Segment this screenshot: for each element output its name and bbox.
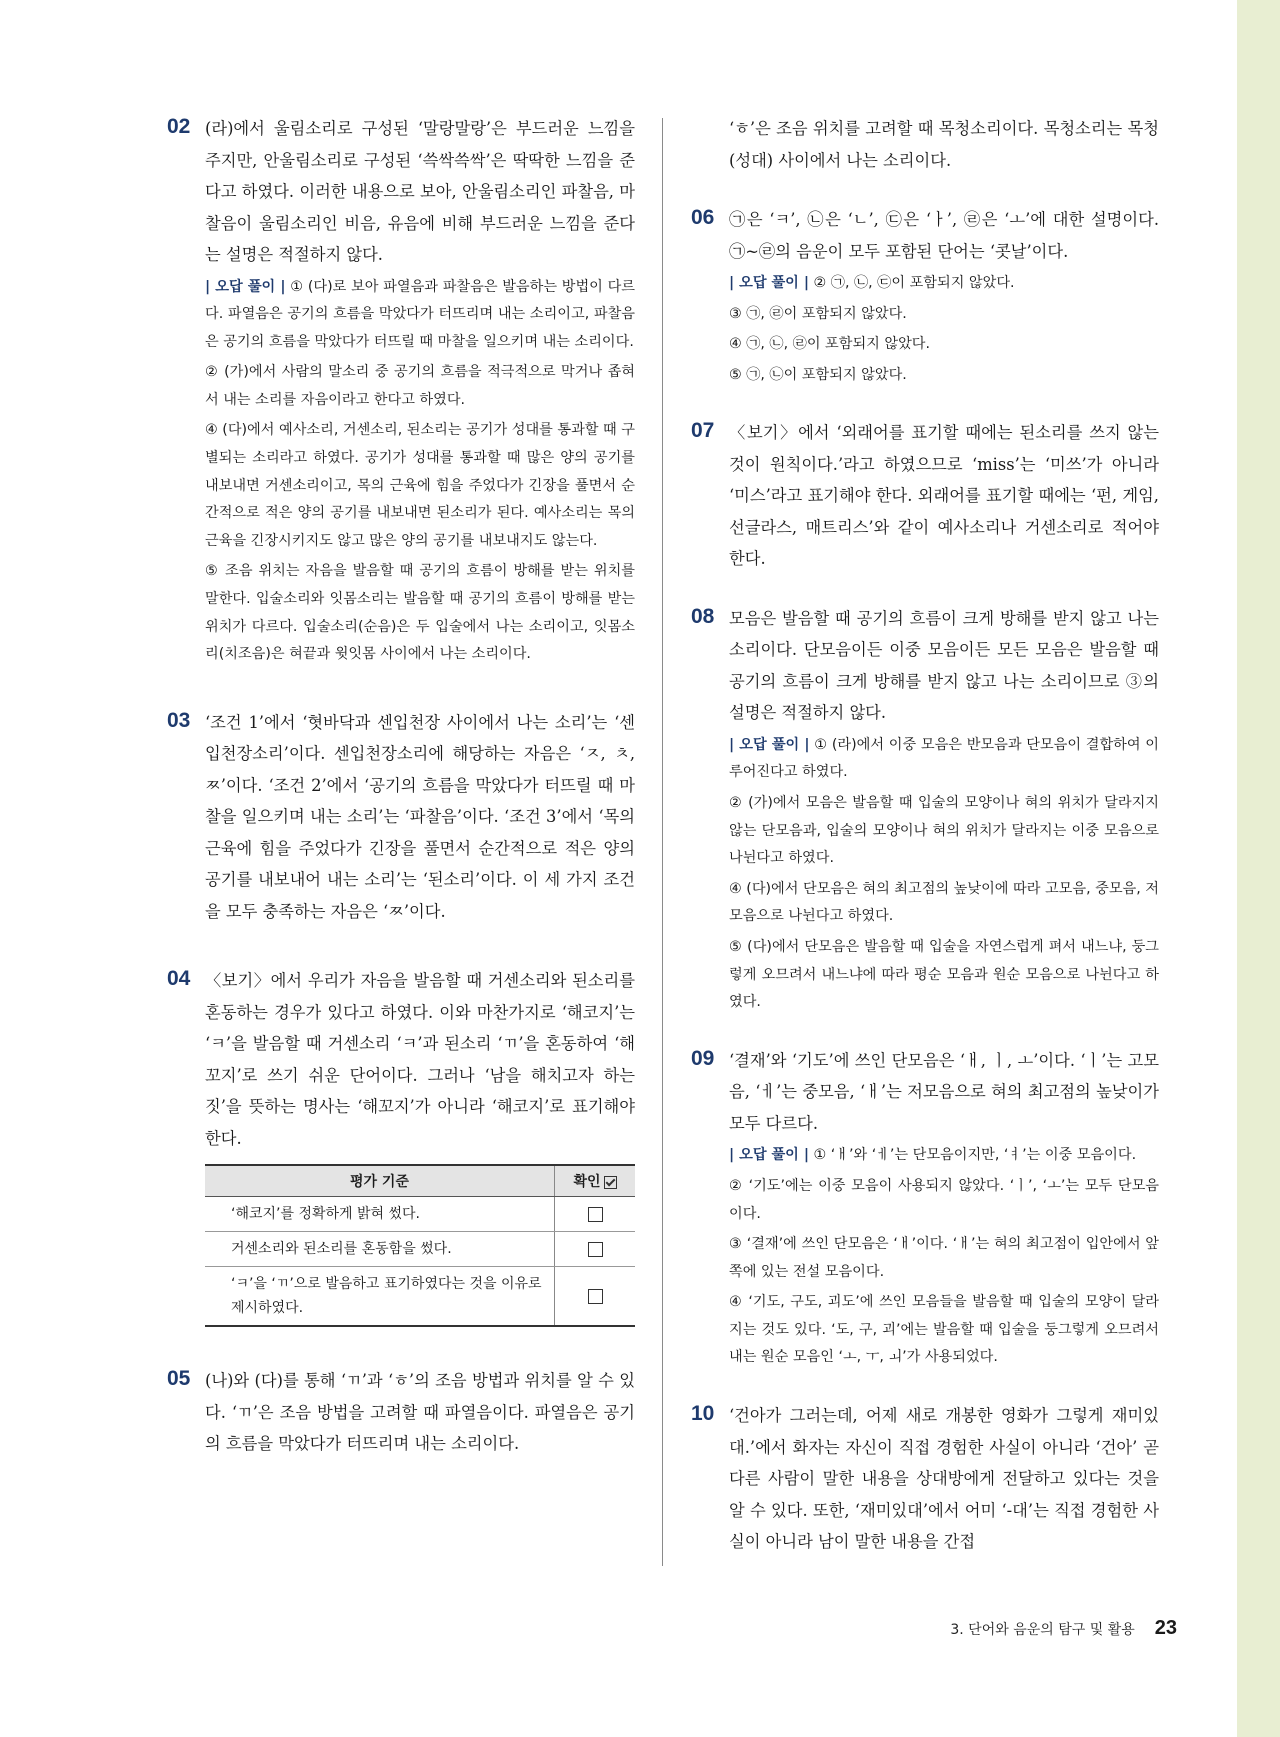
checkbox-icon[interactable] [588,1289,603,1304]
wrong-answer-item: ① ‘ㅐ’와 ‘ㅔ’는 단모음이지만, ‘ㅕ’는 이중 모음이다. [813,1147,1137,1164]
criteria-cell: ‘해코지’를 정확하게 밝혀 썼다. [205,1197,555,1232]
page-edge-strip [1237,0,1280,1737]
answer-explanation: 모음은 발음할 때 공기의 흐름이 크게 방해를 받지 않고 나는 소리이다. 단모음이든 이중 모음이든 모든 모음은 발음할 때 공기의 흐름이 크게 방해를 받지 않고 나는 소리이므로 ③의 설명은 적절하지 않다. [729,608,1159,723]
table-header-row [205,1165,635,1197]
wrong-answer-note [205,274,635,357]
wrong-answer-item: ⑤ (다)에서 단모음은 발음할 때 입술을 자연스럽게 펴서 내느냐, 둥그렇게 오므려서 내느냐에 따라 평순 모음과 원순 모음으로 나뉜다고 하였다. [729,939,1159,1011]
wrong-answer-item: ④ (다)에서 예사소리, 거센소리, 된소리는 공기가 성대를 통과할 때 구별되는 소리라고 하였다. 공기가 성대를 통과할 때 많은 양의 공기를 내보내면 거센소리이고, 목의 근육에 힘을 주었다가 긴장을 풀면서 순간적으로 적은 양의 공기를 내보내면 된소리가 된다. 예사소리는 목의 근육을 긴장시키지도 않고 많은 양의 공기를 내보내지도 않는다. [205,422,635,549]
wrong-answer-item: ② ㉠, ㉡, ㉢이 포함되지 않았다. [813,275,1015,291]
wrong-answer-note [729,1142,1159,1170]
answer-02 [167,113,635,669]
wrong-answer-label: | 오답 풀이 | [729,736,810,753]
answer-05 [167,1365,635,1460]
criteria-cell: ‘ㅋ’을 ‘ㄲ’으로 발음하고 표기하였다는 것을 이유로 제시하였다. [205,1267,555,1327]
table-header-criteria: 평가 기준 [205,1165,555,1197]
wrong-answer-item: ④ (다)에서 단모음은 혀의 최고점의 높낮이에 따라 고모음, 중모음, 저모음으로 나뉜다고 하였다. [729,880,1159,925]
wrong-answer-note [729,270,1159,298]
answer-05-continued [691,113,1159,176]
question-number: 02 [167,115,191,138]
answer-09 [691,1045,1159,1372]
wrong-answer-item: ③ ㉠, ㉣이 포함되지 않았다. [729,305,907,322]
wrong-answer-item: ⑤ 조음 위치는 자음을 발음할 때 공기의 흐름이 방해를 받는 위치를 말한다. 입술소리와 잇몸소리는 발음할 때 공기의 흐름이 방해를 받는 위치가 다르다. 입술소리(순음)은 두 입술에서 나는 소리이고, 잇몸소리(치조음)은 혀끝과 윗잇몸 사이에서 나는 소리이다. [205,563,635,663]
question-number: 04 [167,967,191,991]
wrong-answer-label: | 오답 풀이 | [205,278,286,295]
answer-explanation: ‘건아가 그러는데, 어제 새로 개봉한 영화가 그렇게 재미있대.’에서 화자는 자신이 직접 경험한 사실이 아니라 ‘건아’ 곧 다른 사람이 말한 내용을 상대방에게 전달하고 있다는 것을 알 수 있다. 또한, ‘재미있대’에서 어미 ‘-대’는 직접 경험한 사실이 아니라 남이 말한 내용을 간접 [729,1406,1159,1552]
spacer [691,1017,1159,1045]
column-divider [662,118,663,1566]
spacer [691,575,1159,603]
answer-explanation: ㉠은 ‘ㅋ’, ㉡은 ‘ㄴ’, ㉢은 ‘ㅏ’, ㉣은 ‘ㅗ’에 대한 설명이다. ㉠~㉣의 음운이 모두 포함된 단어는 ‘콧날’이다. [729,210,1159,261]
answer-explanation: ‘조건 1’에서 ‘혓바닥과 센입천장 사이에서 나는 소리’는 ‘센입천장소리’이다. 센입천장소리에 해당하는 자음은 ‘ㅈ, ㅊ, ㅉ’이다. ‘조건 2’에서 ‘공기의 흐름을 막았다가 터뜨릴 때 마찰을 일으키며 내는 소리’는 ‘파찰음’이다. ‘조건 3’에서 ‘목의 근육에 힘을 주었다가 긴장을 풀면서 순간적으로 적은 양의 공기를 내보내어 내는 소리’는 ‘된소리’이다. 이 세 가지 조건을 모두 충족하는 자음은 ‘ㅉ’이다. [205,712,635,921]
spacer [691,389,1159,417]
question-number: 05 [167,1367,191,1391]
wrong-answer-item: ② (가)에서 사람의 말소리 중 공기의 흐름을 적극적으로 막거나 좁혀서 내는 소리를 자음이라고 한다고 하였다. [205,364,635,408]
answer-explanation: ‘결재’와 ‘기도’에 쓰인 단모음은 ‘ㅐ, ㅣ, ㅗ’이다. ‘ㅣ’는 고모음, ‘ㅔ’는 중모음, ‘ㅐ’는 저모음으로 혀의 최고점의 높낮이가 모두 다르다. [729,1050,1159,1133]
question-number: 09 [691,1046,715,1070]
left-column [167,113,635,1460]
table-header-check-label: 확인 [573,1174,601,1191]
answer-07 [691,417,1159,575]
checkbox-checked-icon [604,1176,617,1189]
wrong-answer-label: | 오답 풀이 | [729,1147,810,1164]
spacer [691,1372,1159,1400]
chapter-title: 3. 단어와 음운의 탐구 및 활용 [950,1622,1135,1638]
question-number: 06 [691,206,715,229]
wrong-answer-label: | 오답 풀이 | [729,275,810,291]
answer-explanation: 〈보기〉에서 우리가 자음을 발음할 때 거센소리와 된소리를 혼동하는 경우가 있다고 하였다. 이와 마찬가지로 ‘해코지’는 ‘ㅋ’을 발음할 때 거센소리 ‘ㅋ’과 된소리 ‘ㄲ’을 혼동하여 ‘해꼬지’로 쓰기 쉬운 단어이다. 그러나 ‘남을 해치고자 하는 짓’을 뜻하는 명사는 ‘해꼬지’가 아니라 ‘해코지’로 표기해야 한다. [205,971,635,1148]
answer-08 [691,603,1159,1017]
spacer [167,1327,635,1365]
check-cell [555,1197,636,1232]
question-number: 10 [691,1402,715,1426]
right-column [691,113,1159,1558]
check-cell [555,1232,636,1267]
criteria-cell: 거센소리와 된소리를 혼동함을 썼다. [205,1232,555,1267]
table-row [205,1197,635,1232]
checkbox-icon[interactable] [588,1242,603,1257]
wrong-answer-item: ⑤ ㉠, ㉡이 포함되지 않았다. [729,366,907,383]
answer-03 [167,707,635,928]
table-header-check [555,1165,636,1197]
spacer [167,927,635,965]
spacer [691,176,1159,204]
table-row [205,1267,635,1327]
wrong-answer-item: ④ ㉠, ㉡, ㉣이 포함되지 않았다. [729,336,931,353]
answer-10 [691,1400,1159,1558]
answer-explanation: (나)와 (다)를 통해 ‘ㄲ’과 ‘ㅎ’의 조음 방법과 위치를 알 수 있다. ‘ㄲ’은 조음 방법을 고려할 때 파열음이다. 파열음은 공기의 흐름을 막았다가 터뜨리며 내는 소리이다. [205,1371,635,1454]
wrong-answer-item: ① (다)로 보아 파열음과 파찰음은 발음하는 방법이 다르다. 파열음은 공기의 흐름을 막았다가 터뜨리며 내는 소리이고, 파찰음은 공기의 흐름을 막았다가 터뜨릴 때 마찰을 일으키며 내는 소리이다. [205,278,635,350]
wrong-answer-item: ① (라)에서 이중 모음은 반모음과 단모음이 결합하여 이루어진다고 하였다. [729,736,1159,781]
wrong-answer-note [729,732,1159,787]
question-number: 03 [167,708,191,732]
page-footer [950,1617,1177,1640]
wrong-answer-item: ② (가)에서 모음은 발음할 때 입술의 모양이나 혀의 위치가 달라지지 않는 단모음과, 입술의 모양이나 혀의 위치가 달라지는 이중 모음으로 나뉜다고 하였다. [729,795,1159,867]
question-number: 07 [691,419,715,443]
spacer [167,669,635,707]
wrong-answer-item: ③ ‘결재’에 쓰인 단모음은 ‘ㅐ’이다. ‘ㅐ’는 혀의 최고점이 입안에서 앞쪽에 있는 전설 모음이다. [729,1236,1159,1280]
answer-06 [691,204,1159,389]
wrong-answer-item: ② ‘기도’에는 이중 모음이 사용되지 않았다. ‘ㅣ’, ‘ㅗ’는 모두 단모음이다. [729,1177,1159,1222]
table-row [205,1232,635,1267]
question-number: 08 [691,604,715,628]
page-number: 23 [1154,1617,1177,1639]
wrong-answer-item: ④ ‘기도, 구도, 괴도’에 쓰인 모음들을 발음할 때 입술의 모양이 달라지는 것도 있다. ‘도, 구, 괴’에는 발음할 때 입술을 둥그렇게 오므려서 내는 원순 모음인 ‘ㅗ, ㅜ, ㅚ’가 사용되었다. [729,1294,1159,1366]
evaluation-table [205,1164,635,1327]
checkbox-icon[interactable] [588,1207,603,1222]
answer-explanation-continued: ‘ㅎ’은 조음 위치를 고려할 때 목청소리이다. 목청소리는 목청(성대) 사이에서 나는 소리이다. [729,119,1159,170]
answer-04 [167,965,635,1327]
answer-explanation: 〈보기〉에서 ‘외래어를 표기할 때에는 된소리를 쓰지 않는 것이 원칙이다.’라고 하였으므로 ‘miss’는 ‘미쓰’가 아니라 ‘미스’라고 표기해야 한다. 외래어를 표기할 때에는 ‘펀, 게임, 선글라스, 매트리스’와 같이 예사소리나 거센소리로 적어야 한다. [729,423,1159,569]
check-cell [555,1267,636,1327]
answer-explanation: (라)에서 울림소리로 구성된 ‘말랑말랑’은 부드러운 느낌을 주지만, 안울림소리로 구성된 ‘쓱싹쓱싹’은 딱딱한 느낌을 준다고 하였다. 이러한 내용으로 보아, 안울림소리인 파찰음, 마찰음이 울림소리인 비음, 유음에 비해 부드러운 느낌을 준다는 설명은 적절하지 않다. [205,119,635,264]
